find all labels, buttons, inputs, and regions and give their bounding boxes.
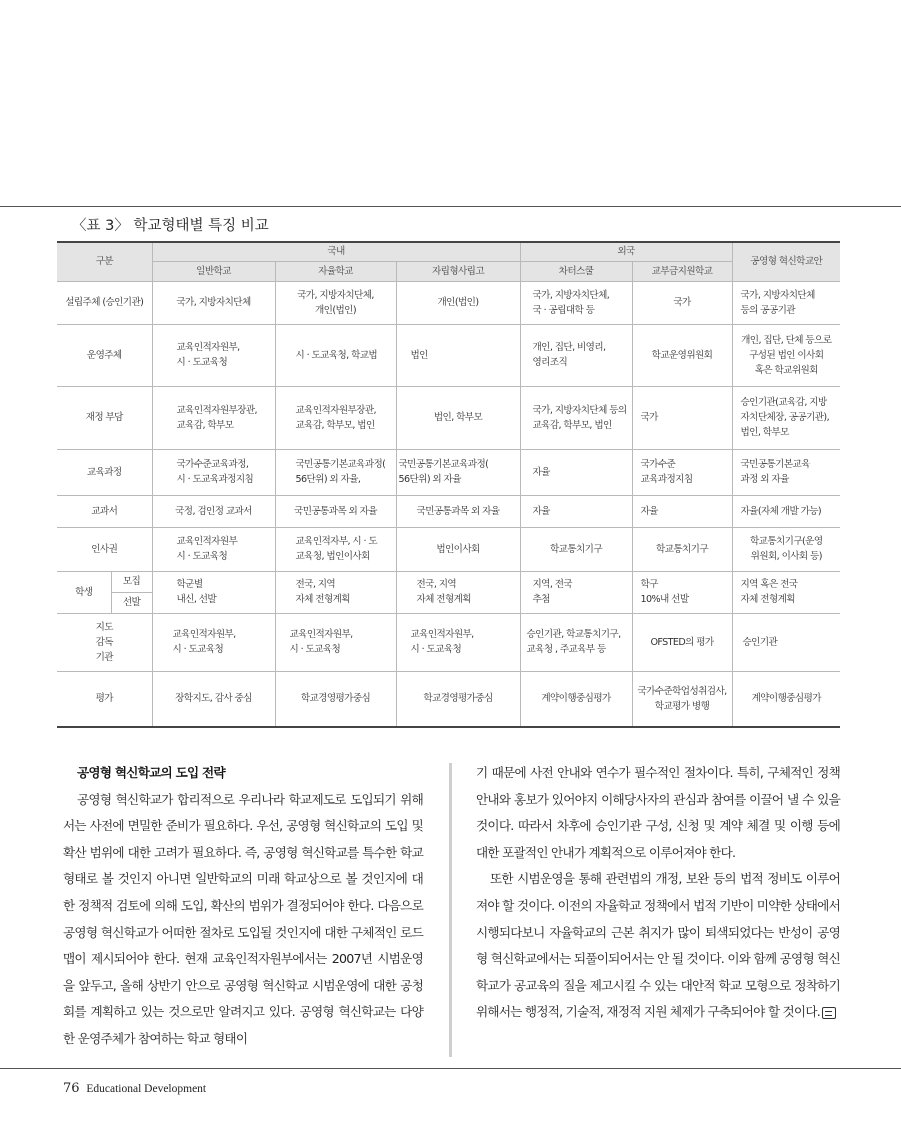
table-cell: 국가, 지방자치단체, 국 · 공립대학 등 [520,281,632,324]
table-row [57,324,840,386]
table-row [57,571,840,592]
table-cell: 계약이행중심평가 [732,671,840,727]
row-label: 교과서 [57,495,152,527]
body-paragraph [476,866,840,1026]
table-cell: 교육인적자원부, 시 · 도교육청 [275,613,396,671]
header-domestic: 국내 [152,242,520,261]
table-cell: 승인기관, 학교통치기구, 교육청 , 주교육부 등 [520,613,632,671]
body-paragraph: 기 때문에 사전 안내와 연수가 필수적인 절차이다. 특히, 구체적인 정책 안내와 홍보가 있어야지 이해당사자의 관심과 참여를 이끌어 낼 수 있을 것이다. 따라서 차후에 승인기관 구성, 신청 및 계약 체결 및 이행 등에 대한 포괄적인 안내가 계획적으로 이루어져야 한다. [476,765,840,860]
row-sublabel-select: 선발 [111,592,152,613]
header-grant-school: 교부금지원학교 [632,261,732,281]
table-row [57,671,840,727]
table-cell: 개인, 집단, 비영리, 영리조직 [520,324,632,386]
table-cell: 교육인적자원부, 시 · 도교육청 [152,613,275,671]
row-label: 설립주체 (승인기관) [57,281,152,324]
table-row [57,495,840,527]
header-private-school: 자립형사립고 [396,261,520,281]
left-column [63,760,423,1053]
header-general-school: 일반학교 [152,261,275,281]
table-cell: 학교통치기구 [632,527,732,571]
table-caption: 〈표 3〉 학교형태별 특징 비교 [72,218,269,234]
header-charter-school: 차터스쿨 [520,261,632,281]
table-row [57,449,840,495]
table-cell: 계약이행중심평가 [520,671,632,727]
comparison-table-wrapper [57,241,840,728]
table-cell: 국민공통과목 외 자율 [275,495,396,527]
table-cell: 국가수준 교육과정지침 [632,449,732,495]
table-cell: 국가, 지방자치단체 등의 공공기관 [732,281,840,324]
table-cell: 국민공통기본교육과정( 56단위) 외 자율, [275,449,396,495]
table-row [57,613,840,671]
table-cell: 교육인적자원부 시 · 도교육청 [152,527,275,571]
table-cell: 국민공통과목 외 자율 [396,495,520,527]
table-cell: 지역, 전국 추첨 [520,571,632,613]
page-number: 76 [63,1081,80,1096]
table-cell: 승인기관(교육감, 지방 자치단체장, 공공기관), 법인, 학부모 [732,386,840,449]
header-innovation: 공영형 혁신학교안 [732,242,840,281]
right-column [476,760,840,1026]
table-cell: 국가수준학업성취검사, 학교평가 병행 [632,671,732,727]
table-cell: 국가, 지방자치단체, 개인(법인) [275,281,396,324]
table-cell: 학교통치기구(운영 위원회, 이사회 등) [732,527,840,571]
body-paragraph: 공영형 혁신학교가 합리적으로 우리나라 학교제도로 도입되기 위해서는 사전에 면밀한 준비가 필요하다. 우선, 공영형 혁신학교의 도입 및 확산 범위에 대한 고려가 필요하다. 즉, 공영형 혁신학교를 특수한 학교 형태로 볼 것인지 아니면 일반학교의 미래 학교상으로 볼 것인지에 대한 정책적 검토에 의해 도입, 확산의 범위가 결정되어야 한다. 다음으로 공영형 혁신학교가 어떠한 절차로 도입될 것인지에 대한 구체적인 로드맵이 제시되어야 한다. 현재 교육인적자원부에서는 2007년 시범운영을 앞두고, 올해 상반기 안으로 공영형 혁신학교 시범운영에 대한 공청회를 계획하고 있는 것으로만 알려지고 있다. 공영형 혁신학교는 다양한 운영주체가 참여하는 학교 형태이 [63,791,423,1046]
table-cell: 법인, 학부모 [396,386,520,449]
row-label: 지도 감독 기관 [57,613,152,671]
table-cell: 학교경영평가중심 [275,671,396,727]
header-foreign: 외국 [520,242,732,261]
table-cell: 교육인적자부, 시 · 도 교육청, 법인이사회 [275,527,396,571]
table-cell: 국민공통기본교육 과정 외 자율 [732,449,840,495]
table-cell: 국민공통기본교육과정( 56단위) 외 자율 [396,449,520,495]
page-footer [63,1081,206,1096]
body-paragraph-text: 또한 시범운영을 통해 관련법의 개정, 보완 등의 법적 정비도 이루어져야 할 것이다. 이전의 자율학교 정책에서 법적 기반이 미약한 상태에서 시행되다보니 자율학교의 근본 취지가 많이 퇴색되었다는 반성이 공영형 혁신학교에서는 되풀이되어서는 안 될 것이다. 이와 함께 공영형 혁신학교가 공교육의 질을 제고시킬 수 있는 대안적 학교 모형으로 정착하기 위해서는 행정적, 기술적, 재정적 지원 체제가 구축되어야 할 것이다. [476,871,840,1020]
top-rule [0,206,901,207]
table-cell: 학구 10%내 선발 [632,571,732,613]
article-end-icon [822,1007,836,1019]
table-cell: 국가 [632,386,732,449]
table-cell: 지역 혹은 전국 자체 전형계획 [732,571,840,613]
table-cell: 개인(법인) [396,281,520,324]
table-cell: 장학지도, 감사 중심 [152,671,275,727]
header-category: 구분 [57,242,152,281]
column-divider [449,763,452,1057]
publication-name: Educational Development [86,1083,207,1095]
table-cell: 교육인적자원부장관, 교육감, 학부모 [152,386,275,449]
table-row [57,527,840,571]
table-cell: 국가, 지방자치단체 [152,281,275,324]
table-cell: 자율 [632,495,732,527]
table-cell: 교육인적자원부장관, 교육감, 학부모, 법인 [275,386,396,449]
table-cell: 전국, 지역 자체 전형계획 [275,571,396,613]
table-cell: 시 · 도교육청, 학교법 [275,324,396,386]
row-label: 인사권 [57,527,152,571]
table-cell: 교육인적자원부, 시 · 도교육청 [396,613,520,671]
table-cell: 자율(자체 개발 가능) [732,495,840,527]
table-cell: 교육인적자원부, 시 · 도교육청 [152,324,275,386]
table-cell: 국정, 검인정 교과서 [152,495,275,527]
table-row [57,386,840,449]
table-cell: 학군별 내신, 선발 [152,571,275,613]
table-cell: 학교경영평가중심 [396,671,520,727]
table-cell: 자율 [520,495,632,527]
table-cell: 승인기관 [732,613,840,671]
table-row [57,281,840,324]
table-cell: 법인 [396,324,520,386]
comparison-table [57,241,840,728]
table-cell: OFSTED의 평가 [632,613,732,671]
row-label: 평가 [57,671,152,727]
table-cell: 국가수준교육과정, 시 · 도교육과정지침 [152,449,275,495]
section-heading: 공영형 혁신학교의 도입 전략 [77,765,225,780]
row-sublabel-recruit: 모집 [111,571,152,592]
table-cell: 국가 [632,281,732,324]
table-cell: 법인이사회 [396,527,520,571]
table-cell: 국가, 지방자치단체 등의 교육감, 학부모, 법인 [520,386,632,449]
row-label: 재정 부담 [57,386,152,449]
row-label: 교육과정 [57,449,152,495]
table-cell: 전국, 지역 자체 전형계획 [396,571,520,613]
row-label-student: 학생 [57,571,111,613]
table-cell: 개인, 집단, 단체 등으로 구성된 법인 이사회 혹은 학교위원회 [732,324,840,386]
table-cell: 자율 [520,449,632,495]
table-cell: 학교통치기구 [520,527,632,571]
header-autonomous-school: 자율학교 [275,261,396,281]
footer-rule [0,1068,901,1069]
table-cell: 학교운영위원회 [632,324,732,386]
row-label: 운영주체 [57,324,152,386]
